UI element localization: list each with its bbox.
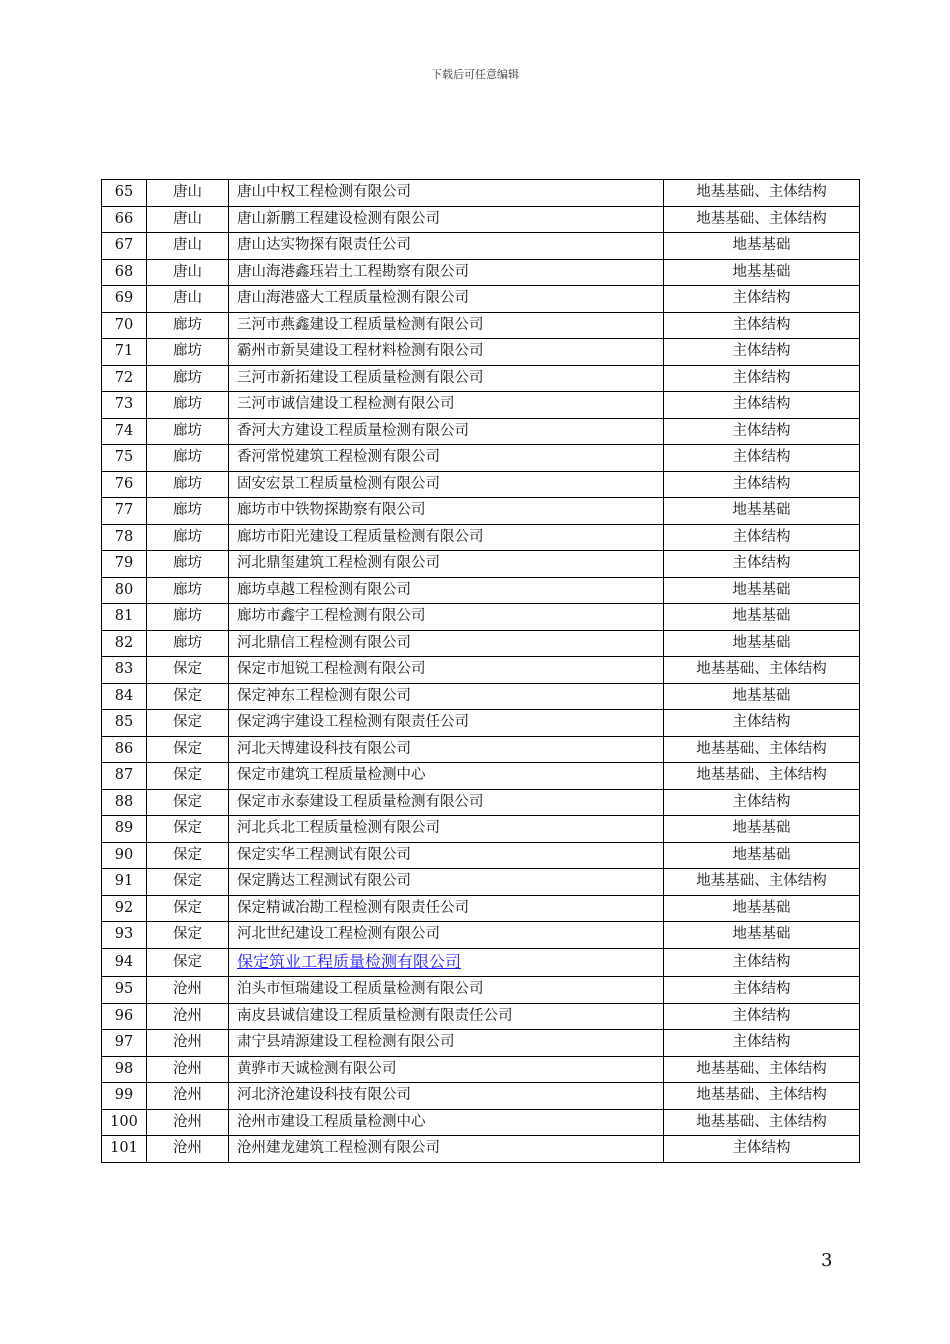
row-number: 87 bbox=[102, 763, 147, 790]
row-scope: 地基基础、主体结构 bbox=[664, 736, 860, 763]
row-scope: 主体结构 bbox=[664, 418, 860, 445]
row-company-name: 廊坊市中铁物探勘察有限公司 bbox=[229, 498, 664, 525]
row-company-name: 唐山海港盛大工程质量检测有限公司 bbox=[229, 286, 664, 313]
row-number: 88 bbox=[102, 789, 147, 816]
row-company-name: 河北天博建设科技有限公司 bbox=[229, 736, 664, 763]
row-company-name: 保定腾达工程测试有限公司 bbox=[229, 869, 664, 896]
row-number: 89 bbox=[102, 816, 147, 843]
row-company-name: 河北鼎玺建筑工程检测有限公司 bbox=[229, 551, 664, 578]
company-link[interactable]: 保定筑业工程质量检测有限公司 bbox=[237, 951, 462, 971]
row-number: 101 bbox=[102, 1136, 147, 1163]
row-number: 73 bbox=[102, 392, 147, 419]
row-scope: 地基基础 bbox=[664, 577, 860, 604]
row-city: 廊坊 bbox=[147, 471, 229, 498]
row-number: 95 bbox=[102, 977, 147, 1004]
row-company-name: 河北兵北工程质量检测有限公司 bbox=[229, 816, 664, 843]
row-company-name: 河北世纪建设工程检测有限公司 bbox=[229, 922, 664, 949]
row-city: 唐山 bbox=[147, 206, 229, 233]
row-company-name: 廊坊市阳光建设工程质量检测有限公司 bbox=[229, 524, 664, 551]
row-scope: 主体结构 bbox=[664, 312, 860, 339]
row-number: 68 bbox=[102, 259, 147, 286]
row-city: 廊坊 bbox=[147, 339, 229, 366]
table-row bbox=[102, 630, 860, 657]
row-city: 保定 bbox=[147, 710, 229, 737]
row-number: 93 bbox=[102, 922, 147, 949]
row-scope: 地基基础、主体结构 bbox=[664, 763, 860, 790]
row-city: 廊坊 bbox=[147, 445, 229, 472]
row-city: 廊坊 bbox=[147, 577, 229, 604]
row-company-name: 唐山新鹏工程建设检测有限公司 bbox=[229, 206, 664, 233]
table-row bbox=[102, 577, 860, 604]
row-scope: 地基基础、主体结构 bbox=[664, 869, 860, 896]
row-city: 保定 bbox=[147, 683, 229, 710]
row-city: 保定 bbox=[147, 736, 229, 763]
row-number: 90 bbox=[102, 842, 147, 869]
row-city: 沧州 bbox=[147, 1003, 229, 1030]
row-number: 80 bbox=[102, 577, 147, 604]
row-scope: 主体结构 bbox=[664, 524, 860, 551]
row-city: 唐山 bbox=[147, 259, 229, 286]
row-number: 81 bbox=[102, 604, 147, 631]
row-city: 沧州 bbox=[147, 1136, 229, 1163]
row-scope: 地基基础 bbox=[664, 233, 860, 260]
row-number: 69 bbox=[102, 286, 147, 313]
row-company-name: 肃宁县靖源建设工程检测有限公司 bbox=[229, 1030, 664, 1057]
row-number: 86 bbox=[102, 736, 147, 763]
row-city: 保定 bbox=[147, 763, 229, 790]
table-row bbox=[102, 736, 860, 763]
table-row bbox=[102, 498, 860, 525]
row-company-name: 唐山中权工程检测有限公司 bbox=[229, 180, 664, 207]
row-number: 84 bbox=[102, 683, 147, 710]
row-city: 保定 bbox=[147, 922, 229, 949]
row-city: 保定 bbox=[147, 842, 229, 869]
table-row bbox=[102, 1136, 860, 1163]
row-number: 67 bbox=[102, 233, 147, 260]
row-number: 92 bbox=[102, 895, 147, 922]
row-number: 76 bbox=[102, 471, 147, 498]
row-company-name: 河北济沧建设科技有限公司 bbox=[229, 1083, 664, 1110]
row-company-name: 廊坊市鑫宇工程检测有限公司 bbox=[229, 604, 664, 631]
row-company-name: 保定神东工程检测有限公司 bbox=[229, 683, 664, 710]
row-number: 74 bbox=[102, 418, 147, 445]
table-row bbox=[102, 551, 860, 578]
row-company-name: 唐山达实物探有限责任公司 bbox=[229, 233, 664, 260]
row-city: 沧州 bbox=[147, 1056, 229, 1083]
row-number: 71 bbox=[102, 339, 147, 366]
row-company-name bbox=[229, 948, 664, 977]
table-row bbox=[102, 922, 860, 949]
row-city: 廊坊 bbox=[147, 551, 229, 578]
row-scope: 地基基础 bbox=[664, 895, 860, 922]
row-company-name: 保定精诚冶勘工程检测有限责任公司 bbox=[229, 895, 664, 922]
table-row bbox=[102, 418, 860, 445]
row-number: 79 bbox=[102, 551, 147, 578]
row-company-name: 保定市旭锐工程检测有限公司 bbox=[229, 657, 664, 684]
row-city: 保定 bbox=[147, 948, 229, 977]
row-number: 96 bbox=[102, 1003, 147, 1030]
table-row bbox=[102, 233, 860, 260]
row-company-name: 三河市诚信建设工程检测有限公司 bbox=[229, 392, 664, 419]
row-scope: 地基基础 bbox=[664, 630, 860, 657]
row-city: 廊坊 bbox=[147, 418, 229, 445]
row-company-name: 唐山海港鑫珏岩土工程勘察有限公司 bbox=[229, 259, 664, 286]
row-scope: 地基基础 bbox=[664, 604, 860, 631]
row-company-name: 保定市永泰建设工程质量检测有限公司 bbox=[229, 789, 664, 816]
table-row bbox=[102, 392, 860, 419]
row-company-name: 河北鼎信工程检测有限公司 bbox=[229, 630, 664, 657]
row-city: 唐山 bbox=[147, 180, 229, 207]
row-company-name: 廊坊卓越工程检测有限公司 bbox=[229, 577, 664, 604]
row-city: 沧州 bbox=[147, 1030, 229, 1057]
row-number: 100 bbox=[102, 1109, 147, 1136]
table-row bbox=[102, 259, 860, 286]
row-scope: 地基基础 bbox=[664, 683, 860, 710]
table-row bbox=[102, 710, 860, 737]
row-scope: 主体结构 bbox=[664, 392, 860, 419]
table-row bbox=[102, 977, 860, 1004]
row-scope: 主体结构 bbox=[664, 977, 860, 1004]
table-row bbox=[102, 312, 860, 339]
row-company-name: 固安宏景工程质量检测有限公司 bbox=[229, 471, 664, 498]
table-row bbox=[102, 657, 860, 684]
row-scope: 主体结构 bbox=[664, 948, 860, 977]
table-row bbox=[102, 869, 860, 896]
row-city: 保定 bbox=[147, 869, 229, 896]
row-city: 廊坊 bbox=[147, 630, 229, 657]
table-row bbox=[102, 206, 860, 233]
row-company-name: 沧州建龙建筑工程检测有限公司 bbox=[229, 1136, 664, 1163]
row-city: 廊坊 bbox=[147, 392, 229, 419]
row-number: 70 bbox=[102, 312, 147, 339]
table-row bbox=[102, 816, 860, 843]
table-row bbox=[102, 524, 860, 551]
row-number: 99 bbox=[102, 1083, 147, 1110]
row-scope: 地基基础 bbox=[664, 259, 860, 286]
table-row bbox=[102, 895, 860, 922]
row-company-name: 三河市燕鑫建设工程质量检测有限公司 bbox=[229, 312, 664, 339]
row-company-name: 沧州市建设工程质量检测中心 bbox=[229, 1109, 664, 1136]
row-number: 97 bbox=[102, 1030, 147, 1057]
row-city: 沧州 bbox=[147, 977, 229, 1004]
row-city: 保定 bbox=[147, 816, 229, 843]
row-scope: 主体结构 bbox=[664, 445, 860, 472]
row-number: 82 bbox=[102, 630, 147, 657]
row-scope: 地基基础、主体结构 bbox=[664, 1056, 860, 1083]
page-header: 下载后可任意编辑 bbox=[431, 68, 519, 81]
row-company-name: 保定市建筑工程质量检测中心 bbox=[229, 763, 664, 790]
row-scope: 地基基础、主体结构 bbox=[664, 206, 860, 233]
row-company-name: 保定鸿宇建设工程检测有限责任公司 bbox=[229, 710, 664, 737]
row-company-name: 泊头市恒瑞建设工程质量检测有限公司 bbox=[229, 977, 664, 1004]
row-scope: 主体结构 bbox=[664, 1030, 860, 1057]
row-scope: 地基基础 bbox=[664, 816, 860, 843]
row-scope: 地基基础、主体结构 bbox=[664, 1083, 860, 1110]
row-company-name: 三河市新拓建设工程质量检测有限公司 bbox=[229, 365, 664, 392]
table-row bbox=[102, 471, 860, 498]
row-city: 保定 bbox=[147, 789, 229, 816]
row-scope: 地基基础、主体结构 bbox=[664, 180, 860, 207]
row-scope: 主体结构 bbox=[664, 471, 860, 498]
row-city: 廊坊 bbox=[147, 365, 229, 392]
table-body bbox=[102, 180, 860, 1163]
table-row bbox=[102, 604, 860, 631]
row-company-name: 黄骅市天诚检测有限公司 bbox=[229, 1056, 664, 1083]
table-row bbox=[102, 683, 860, 710]
row-city: 保定 bbox=[147, 895, 229, 922]
row-scope: 主体结构 bbox=[664, 551, 860, 578]
row-city: 廊坊 bbox=[147, 312, 229, 339]
table-row bbox=[102, 180, 860, 207]
page-number: 3 bbox=[821, 1250, 833, 1271]
row-scope: 主体结构 bbox=[664, 365, 860, 392]
table-row bbox=[102, 286, 860, 313]
table-row bbox=[102, 763, 860, 790]
row-company-name: 南皮县诚信建设工程质量检测有限责任公司 bbox=[229, 1003, 664, 1030]
row-scope: 主体结构 bbox=[664, 1003, 860, 1030]
row-city: 沧州 bbox=[147, 1083, 229, 1110]
table-row bbox=[102, 1030, 860, 1057]
table-row bbox=[102, 445, 860, 472]
row-company-name: 香河常悦建筑工程检测有限公司 bbox=[229, 445, 664, 472]
table-row bbox=[102, 339, 860, 366]
table-row bbox=[102, 365, 860, 392]
table-row bbox=[102, 842, 860, 869]
row-number: 78 bbox=[102, 524, 147, 551]
row-number: 85 bbox=[102, 710, 147, 737]
row-city: 沧州 bbox=[147, 1109, 229, 1136]
row-scope: 地基基础 bbox=[664, 922, 860, 949]
row-city: 保定 bbox=[147, 657, 229, 684]
row-number: 75 bbox=[102, 445, 147, 472]
row-scope: 地基基础 bbox=[664, 498, 860, 525]
row-scope: 主体结构 bbox=[664, 286, 860, 313]
row-company-name: 霸州市新昊建设工程材料检测有限公司 bbox=[229, 339, 664, 366]
row-number: 98 bbox=[102, 1056, 147, 1083]
row-scope: 地基基础 bbox=[664, 842, 860, 869]
row-number: 83 bbox=[102, 657, 147, 684]
row-scope: 主体结构 bbox=[664, 789, 860, 816]
table-row bbox=[102, 789, 860, 816]
row-city: 唐山 bbox=[147, 233, 229, 260]
row-number: 65 bbox=[102, 180, 147, 207]
row-number: 66 bbox=[102, 206, 147, 233]
row-scope: 主体结构 bbox=[664, 710, 860, 737]
row-company-name: 香河大方建设工程质量检测有限公司 bbox=[229, 418, 664, 445]
row-scope: 地基基础、主体结构 bbox=[664, 1109, 860, 1136]
table-row bbox=[102, 948, 860, 977]
row-number: 94 bbox=[102, 948, 147, 977]
row-city: 廊坊 bbox=[147, 604, 229, 631]
table-row bbox=[102, 1109, 860, 1136]
row-scope: 主体结构 bbox=[664, 339, 860, 366]
row-number: 91 bbox=[102, 869, 147, 896]
row-scope: 地基基础、主体结构 bbox=[664, 657, 860, 684]
table-row bbox=[102, 1083, 860, 1110]
table-row bbox=[102, 1056, 860, 1083]
row-number: 77 bbox=[102, 498, 147, 525]
row-city: 唐山 bbox=[147, 286, 229, 313]
table-row bbox=[102, 1003, 860, 1030]
row-number: 72 bbox=[102, 365, 147, 392]
testing-agency-table bbox=[101, 179, 860, 1163]
row-city: 廊坊 bbox=[147, 524, 229, 551]
row-scope: 主体结构 bbox=[664, 1136, 860, 1163]
row-city: 廊坊 bbox=[147, 498, 229, 525]
row-company-name: 保定实华工程测试有限公司 bbox=[229, 842, 664, 869]
